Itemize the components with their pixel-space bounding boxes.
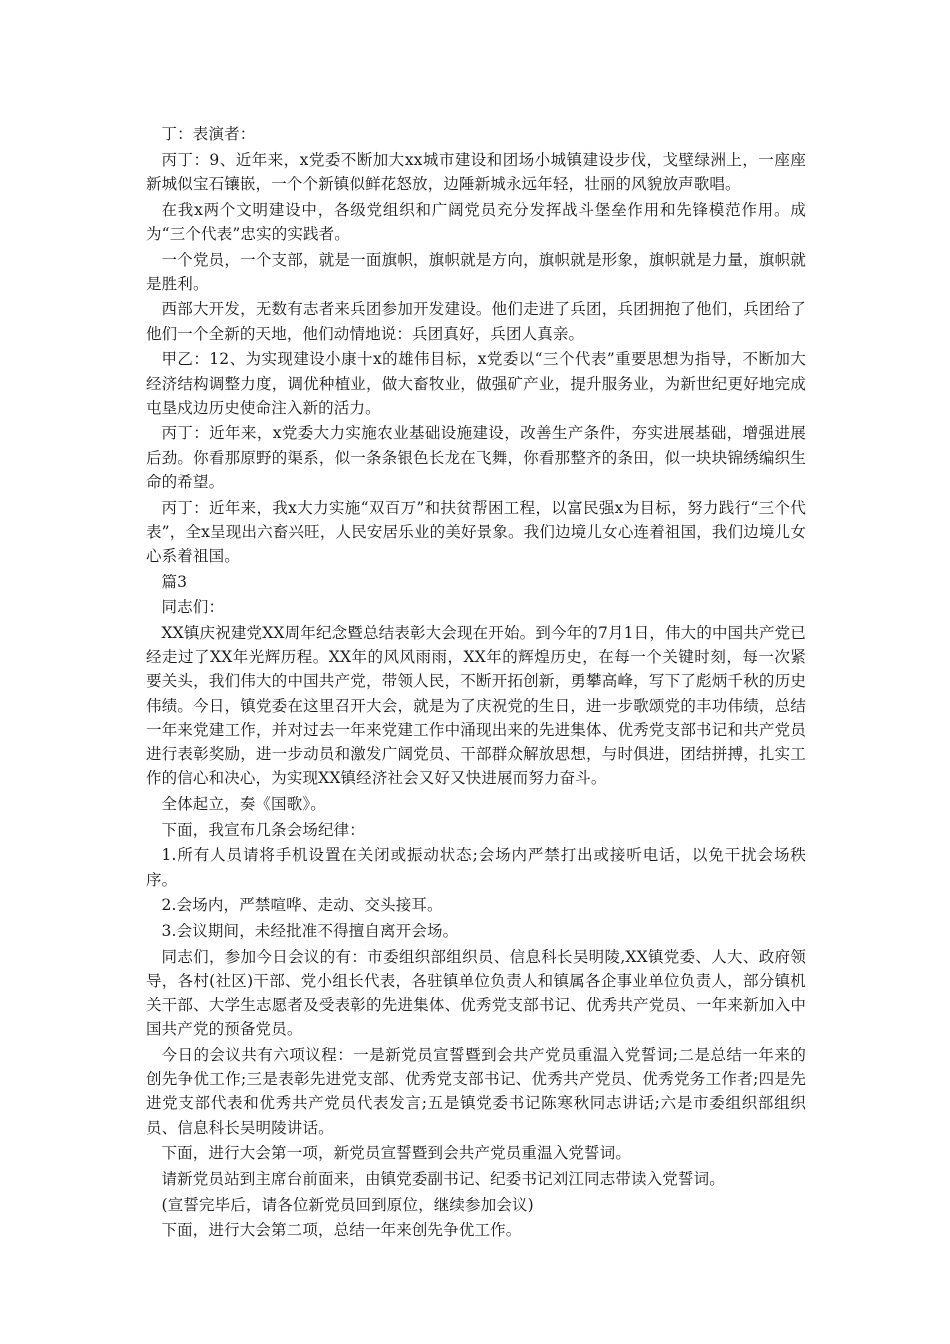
paragraph: 今日的会议共有六项议程：一是新党员宣誓暨到会共产党员重温入党誓词;二是总结一年来的创先争优工作;三是表彰先进党支部、优秀党支部书记、优秀共产党员、优秀党务工作者;四是先进党支部代表和优秀共产党员代表发言;五是镇党委书记陈寒秋同志讲话;六是市委组织部组织员、信息科长吴明陵讲话。 [146, 1046, 806, 1137]
paragraph: 丁：表演者： [161, 125, 256, 143]
section-heading: 篇3 [161, 572, 188, 591]
paragraph: 在我x两个文明建设中，各级党组织和广阔党员充分发挥战斗堡垒作用和先锋模范作用。成为“三个代表”忠实的实践者。 [146, 200, 806, 243]
paragraph: 请新党员站到主席台前面来，由镇党委副书记、纪委书记刘江同志带读入党誓词。 [161, 1170, 725, 1189]
paragraph: 全体起立，奏《国歌》。 [161, 794, 326, 813]
list-item: 3.会议期间，未经批准不得擅自离开会场。 [161, 922, 459, 940]
salutation: 同志们： [161, 598, 225, 617]
list-item: 2.会场内，严禁喧哗、走动、交头接耳。 [161, 896, 443, 915]
paragraph: 丙丁：9、近年来，x党委不断加大xx城市建设和团场小城镇建设步伐，戈壁绿洲上，一座座新城似宝石镶嵌，一个个新镇似鲜花怒放，边陲新城永远年轻，壮丽的风貌放声歌唱。 [146, 150, 806, 193]
document-body [146, 122, 806, 1243]
paragraph: 同志们，参加今日会议的有：市委组织部组织员、信息科长吴明陵,XX镇党委、人大、政府领导，各村(社区)干部、党小组长代表，各驻镇单位负责人和镇属各企事业单位负责人，部分镇机关干部、大学生志愿者及受表彰的先进集体、优秀党支部书记、优秀共产党员、一年来新加入中国共产党的预备党员。 [146, 947, 806, 1039]
paragraph: 一个党员，一个支部，就是一面旗帜，旗帜就是方向，旗帜就是形象，旗帜就是力量，旗帜就是胜利。 [146, 250, 806, 293]
paragraph: 下面，进行大会第一项，新党员宣誓暨到会共产党员重温入党誓词。 [161, 1144, 632, 1163]
paragraph: 甲乙：12、为实现建设小康十x的雄伟目标，x党委以“三个代表”重要思想为指导，不断加大经济结构调整力度，调优种植业，做大畜牧业，做强矿产业，提升服务业，为新世纪更好地完成屯垦戍边历史使命注入新的活力。 [146, 350, 806, 417]
list-item: 1.所有人员请将手机设置在关闭或振动状态;会场内严禁打出或接听电话，以免干扰会场秩序。 [146, 846, 806, 889]
paragraph: 丙丁：近年来，我x大力实施“双百万”和扶贫帮困工程，以富民强x为目标，努力践行“三个代表”，全x呈现出六畜兴旺，人民安居乐业的美好景象。我们边境儿女心连着祖国，我们边境儿女心系着祖国。 [146, 498, 806, 565]
paragraph: 下面，我宣布几条会场纪律： [161, 820, 365, 839]
paragraph: XX镇庆祝建党XX周年纪念暨总结表彰大会现在开始。到今年的7月1日，伟大的中国共产党已经走过了XX年光辉历程。XX年的风风雨雨，XX年的辉煌历史，在每一个关键时刻，每一次紧要关头，我们伟大的中国共产党，带领人民，不断开拓创新，勇攀高峰，写下了彪炳千秋的历史伟绩。今日，镇党委在这里召开大会，就是为了庆祝党的生日，进一步歌颂党的丰功伟绩，总结一年来党建工作，并对过去一年来党建工作中涌现出来的先进集体、优秀党支部书记和共产党员进行表彰奖励，进一步动员和激发广阔党员、干部群众解放思想，与时俱进，团结拼搏，扎实工作的信心和决心，为实现XX镇经济社会又好又快进展而努力奋斗。 [146, 624, 806, 788]
paragraph: 西部大开发，无数有志者来兵团参加开发建设。他们走进了兵团，兵团拥抱了他们，兵团给了他们一个全新的天地，他们动情地说：兵团真好，兵团人真亲。 [146, 300, 806, 343]
paragraph: (宣誓完毕后，请各位新党员回到原位，继续参加会议) [161, 1195, 534, 1214]
paragraph: 下面，进行大会第二项，总结一年来创先争优工作。 [161, 1221, 522, 1240]
paragraph: 丙丁：近年来，x党委大力实施农业基础设施建设，改善生产条件，夯实进展基础，增强进展后劲。你看那原野的渠系，似一条条银色长龙在飞舞，你看那整齐的条田，似一块块锦绣编织生命的希望。 [146, 424, 806, 491]
